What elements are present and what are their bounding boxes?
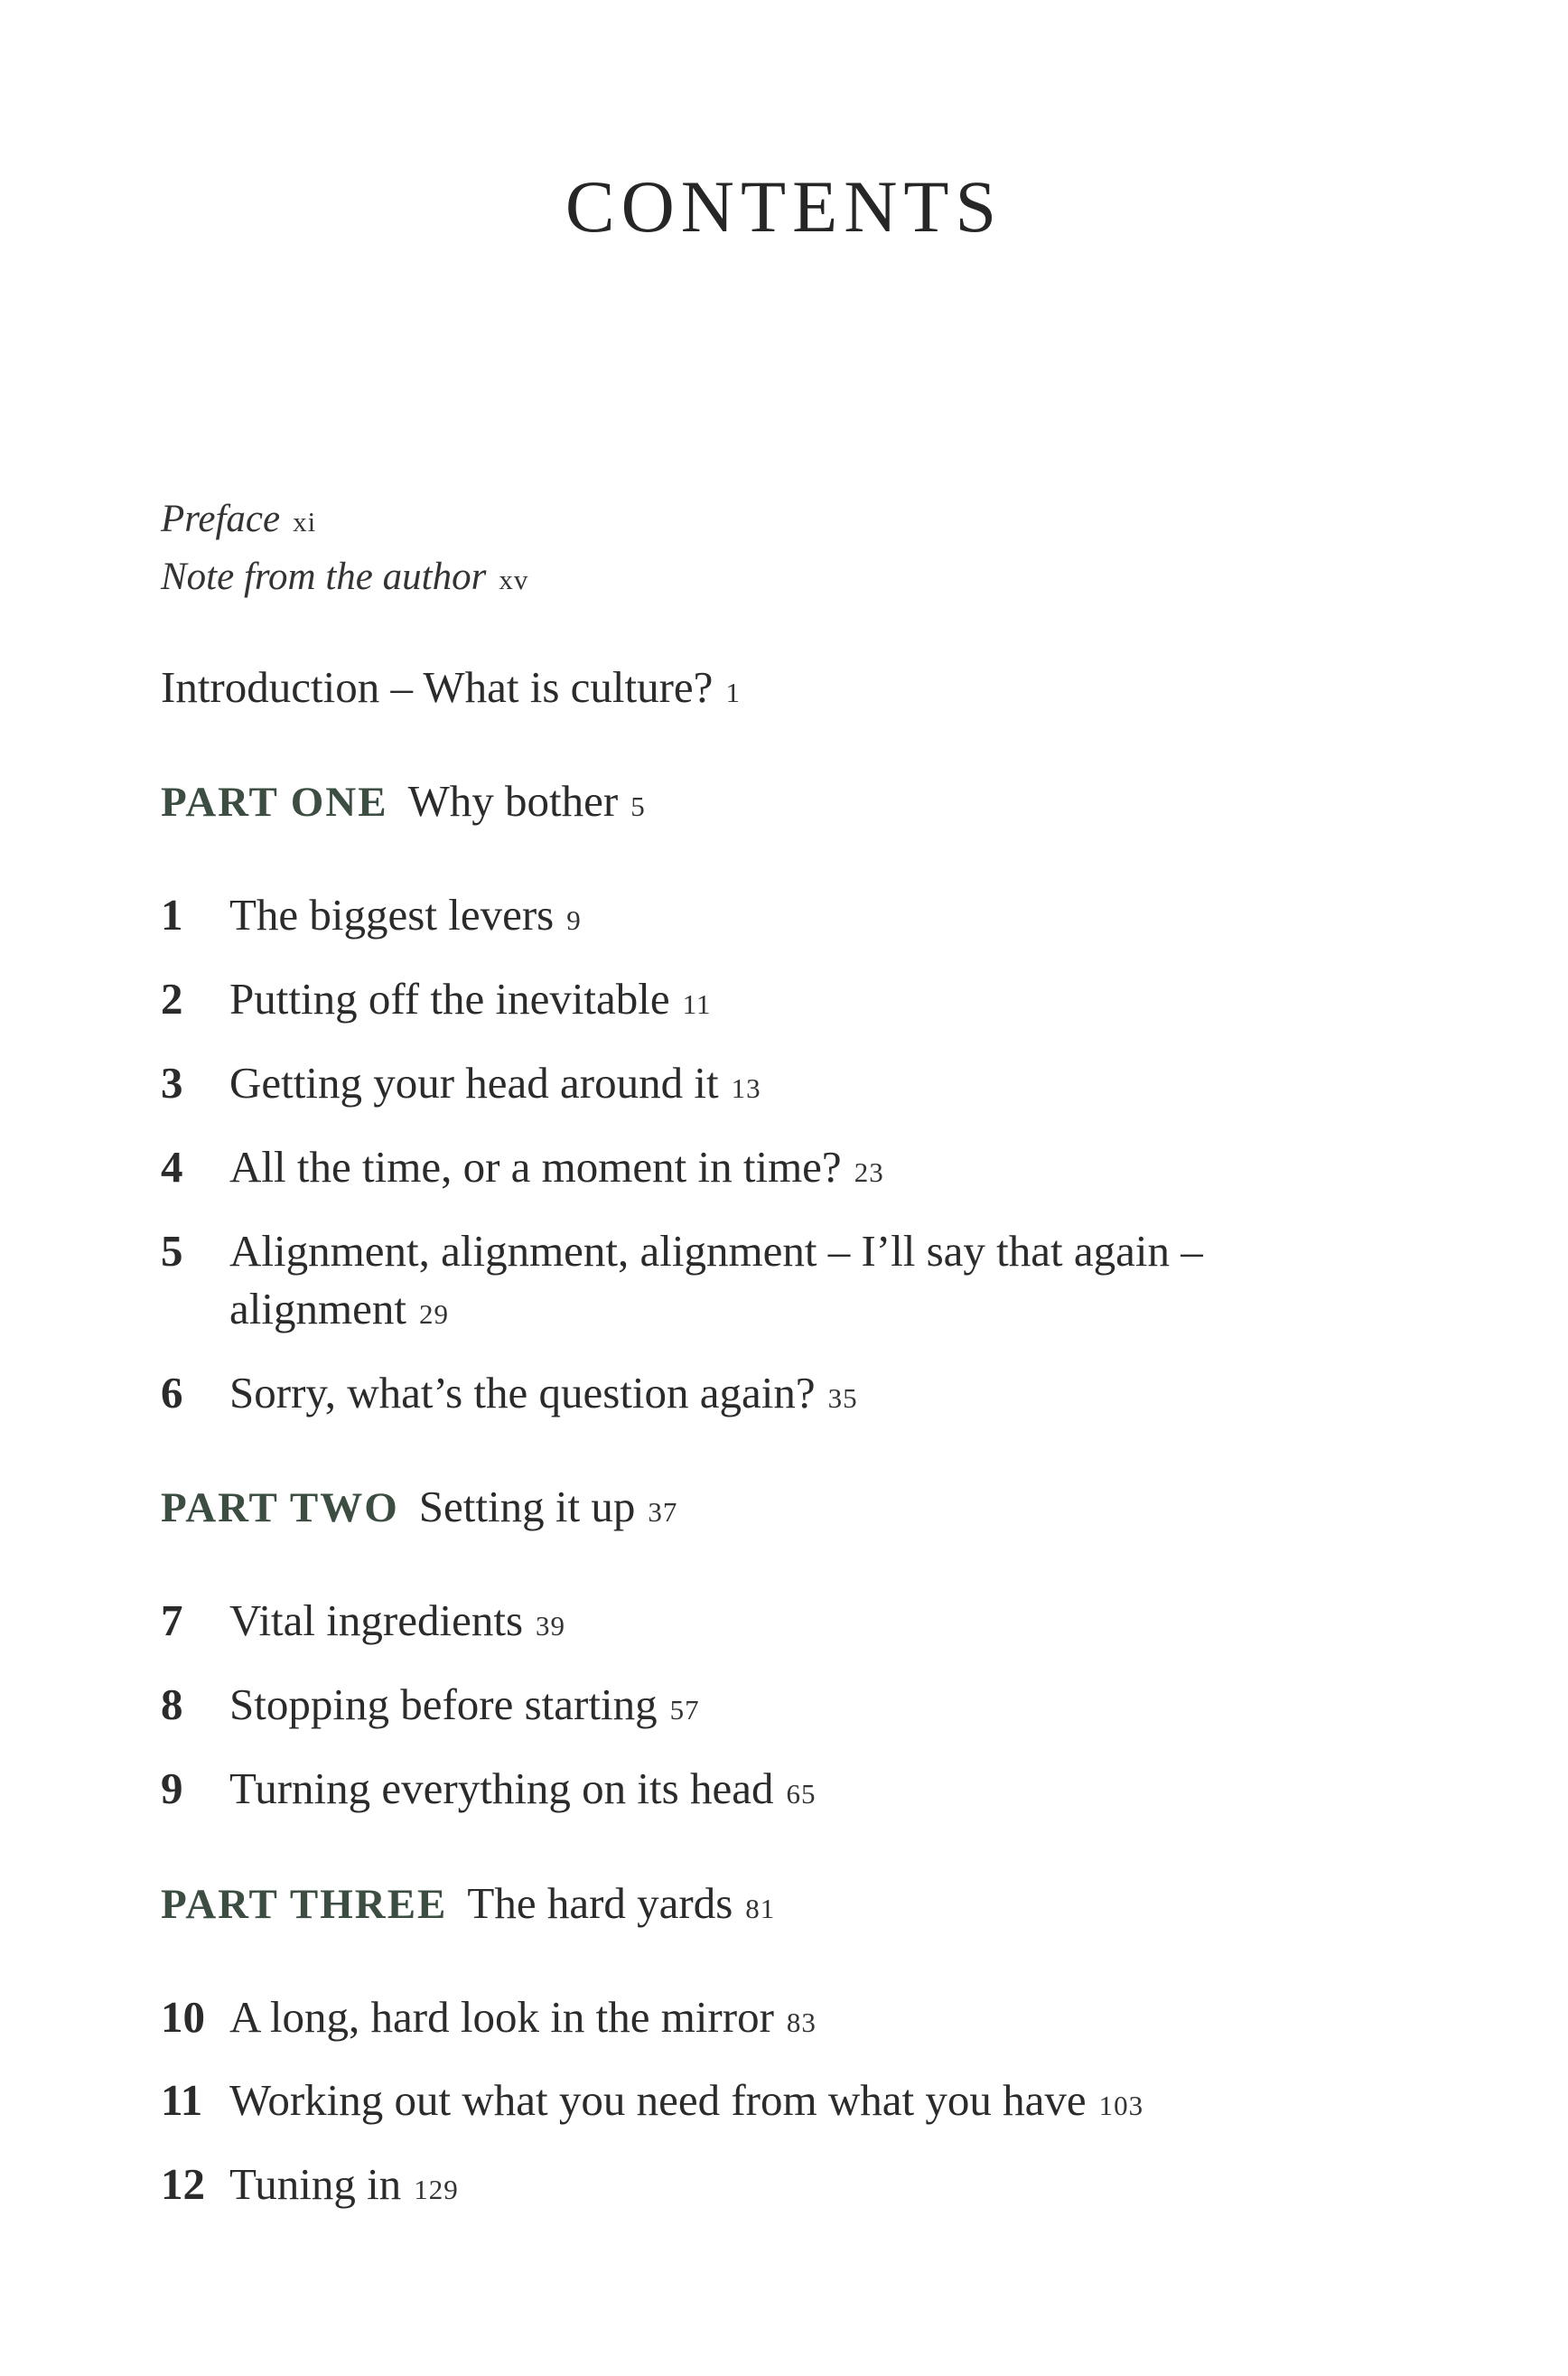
- chapter-number: 8: [161, 1679, 183, 1729]
- chapter-page-number: 23: [854, 1156, 884, 1188]
- chapter-title: Stopping before starting: [229, 1679, 658, 1729]
- chapter-page-number: 11: [682, 988, 712, 1020]
- chapter-title: Alignment, alignment, alignment – I’ll say that again –: [229, 1226, 1203, 1276]
- chapter-page-number: 13: [731, 1072, 761, 1104]
- chapter-number: 3: [161, 1058, 183, 1108]
- entry-title: Introduction – What is culture?: [161, 662, 714, 712]
- toc-part-three[interactable]: [161, 1878, 776, 1928]
- entry-page-number: xi: [293, 506, 317, 538]
- chapter-page-number: 83: [786, 2007, 817, 2038]
- chapter-number: 10: [161, 1992, 205, 2042]
- chapter-title-continuation: [229, 1286, 449, 1331]
- toc-chapter-12[interactable]: [161, 2159, 459, 2209]
- toc-chapter-3[interactable]: [161, 1058, 761, 1108]
- toc-chapter-1[interactable]: [161, 890, 582, 940]
- part-label: PART THREE: [161, 1881, 448, 1928]
- toc-part-one[interactable]: [161, 776, 646, 826]
- chapter-page-number: 9: [566, 904, 582, 936]
- toc-chapter-8[interactable]: [161, 1679, 700, 1729]
- toc-chapter-9[interactable]: [161, 1763, 817, 1813]
- chapter-number: 2: [161, 974, 183, 1024]
- part-title: Setting it up: [418, 1482, 636, 1531]
- chapter-title: Tuning in: [229, 2159, 402, 2209]
- chapter-number: 4: [161, 1142, 183, 1192]
- toc-chapter-11[interactable]: [161, 2075, 1144, 2125]
- page-title: CONTENTS: [565, 165, 1003, 248]
- chapter-number: 12: [161, 2159, 205, 2209]
- toc-chapter-7[interactable]: [161, 1595, 566, 1645]
- toc-part-two[interactable]: [161, 1484, 677, 1529]
- toc-entry-introduction[interactable]: [161, 662, 741, 712]
- chapter-page-number: 65: [786, 1778, 817, 1810]
- chapter-number: 7: [161, 1595, 183, 1645]
- toc-chapter-2[interactable]: [161, 974, 712, 1024]
- part-page-number: 81: [745, 1893, 776, 1924]
- entry-title: Note from the author: [161, 556, 487, 598]
- chapter-title: Vital ingredients: [229, 1595, 524, 1645]
- chapter-page-number: 103: [1098, 2090, 1144, 2121]
- chapter-title: Working out what you need from what you have: [229, 2075, 1087, 2125]
- part-page-number: 37: [648, 1496, 678, 1528]
- chapter-page-number: 29: [418, 1298, 449, 1330]
- part-label: PART TWO: [161, 1484, 399, 1531]
- chapter-title: Turning everything on its head: [229, 1763, 774, 1813]
- chapter-number: 5: [161, 1226, 183, 1276]
- chapter-page-number: 57: [669, 1694, 700, 1726]
- part-title: Why bother: [407, 776, 619, 826]
- toc-chapter-4[interactable]: [161, 1142, 884, 1192]
- part-label: PART ONE: [161, 779, 388, 826]
- part-title: The hard yards: [467, 1878, 733, 1928]
- chapter-title-line-2: alignment: [229, 1284, 406, 1333]
- chapter-title: The biggest levers: [229, 890, 555, 940]
- chapter-number: 6: [161, 1368, 183, 1417]
- toc-entry-preface[interactable]: [161, 500, 316, 538]
- entry-page-number: xv: [499, 564, 529, 595]
- part-page-number: 5: [630, 790, 646, 822]
- entry-title: Preface: [161, 498, 281, 540]
- chapter-number: 11: [161, 2075, 203, 2125]
- chapter-title: Getting your head around it: [229, 1058, 719, 1108]
- chapter-number: 1: [161, 890, 183, 940]
- chapter-title: All the time, or a moment in time?: [229, 1142, 842, 1192]
- toc-chapter-5[interactable]: [161, 1226, 1203, 1333]
- chapter-title: Sorry, what’s the question again?: [229, 1368, 816, 1417]
- chapter-title: Putting off the inevitable: [229, 974, 670, 1024]
- toc-chapter-6[interactable]: [161, 1370, 858, 1415]
- toc-entry-note-from-author[interactable]: [161, 557, 528, 596]
- entry-page-number: 1: [725, 677, 741, 708]
- chapter-page-number: 35: [827, 1382, 858, 1414]
- chapter-title: A long, hard look in the mirror: [229, 1992, 774, 2042]
- toc-chapter-10[interactable]: [161, 1992, 817, 2042]
- chapter-page-number: 39: [536, 1610, 566, 1642]
- chapter-page-number: 129: [414, 2174, 459, 2205]
- chapter-number: 9: [161, 1763, 183, 1813]
